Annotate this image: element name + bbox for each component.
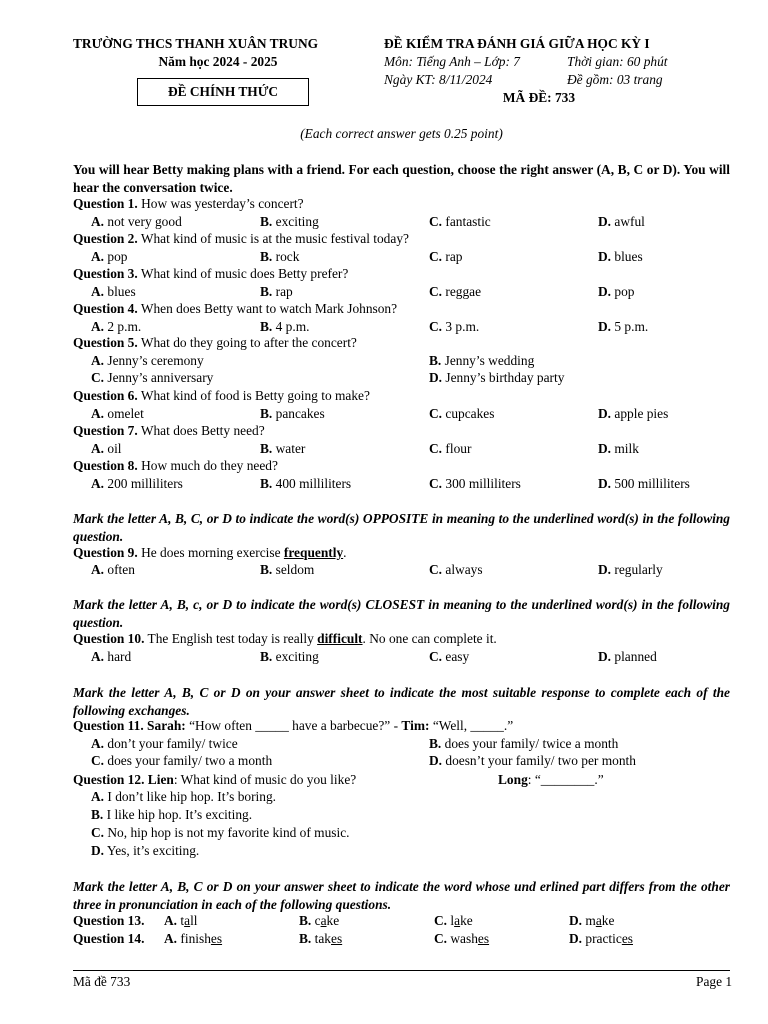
question-text-after: . [343,545,347,560]
word-part: tak [314,931,331,946]
option-text: not very good [107,213,182,229]
option-text: rap [275,283,293,299]
option-text: omelet [107,405,144,421]
option-text: I don’t like hip hop. It’s boring. [107,789,277,804]
option-letter: B. [260,562,273,577]
answer-option-d [598,248,643,266]
option-text: blues [107,283,136,299]
answer-option-b [260,475,351,493]
long-reply [498,771,604,789]
question-text: What kind of food is Betty going to make? [140,388,370,403]
answer-option-c [429,475,521,493]
option-letter: D. [429,753,443,768]
question-text: What kind of music does Betty prefer? [140,266,349,281]
answer-option-c [91,824,350,842]
option-letter: C. [429,405,443,421]
question-10 [73,630,497,648]
word-part: ke [460,913,473,928]
answer-option-b [91,806,252,824]
option-letter: A. [164,931,178,946]
option-letter: B. [260,475,273,491]
school-year: Năm học 2024 - 2025 [158,54,278,69]
word-part: t [180,913,185,928]
word-part: c [314,913,321,928]
answer-option-b [429,352,534,370]
footer-code: Mã đề 733 [73,974,131,989]
question-label: Question 5. [73,335,138,350]
answer-option-c [429,405,494,423]
question-9 [73,544,347,562]
option-text: 400 milliliters [275,475,352,491]
answer-option-a [91,318,141,336]
option-letter: D. [598,440,612,456]
question-4 [73,300,397,318]
option-text: 300 milliliters [445,475,521,491]
option-letter: B. [260,318,273,334]
underlined-part: a [454,913,461,928]
question-label: Question 4. [73,301,138,316]
word-part: wash [450,931,478,946]
question-label: Question 6. [73,388,138,403]
answer-option-d [598,440,639,458]
exam-subject: Môn: Tiếng Anh – Lớp: 7 [384,54,520,69]
option-letter: C. [429,318,443,334]
option-letter: D. [598,248,612,264]
option-text: oil [107,440,122,456]
question-7 [73,422,265,440]
question-label: Question 1. [73,196,138,211]
option-text: fantastic [445,213,491,229]
underlined-part: es [621,931,633,946]
underlined-part: es [477,931,490,946]
option-letter: A. [91,405,105,421]
option-letter: D. [91,843,105,858]
word-part: practic [585,931,622,946]
option-text: exciting [275,649,319,664]
option-text: flour [445,440,472,456]
section3-instruction: Mark the letter A, B, c, or D to indicate the word(s) CLOSEST in meaning to the underlined word(s) in the following question. [73,597,730,630]
option-text: Jenny’s birthday party [445,370,565,385]
question-2 [73,230,409,248]
answer-option-c [429,561,483,579]
footer-page: Page 1 [696,974,733,989]
word-option-a [164,912,198,930]
answer-option-b [260,248,299,266]
footer-rule [73,970,730,971]
option-text: hard [107,649,132,664]
option-letter: C. [429,213,443,229]
word-option-c [434,912,473,930]
answer-option-c [91,369,213,387]
school-name: TRƯỜNG THCS THANH XUÂN TRUNG [73,36,319,51]
exam-pages: Đề gồm: 03 trang [567,72,663,87]
exam-time: Thời gian: 60 phút [567,54,668,69]
answer-option-b [260,561,314,579]
question-text-before: He does morning exercise [141,545,284,560]
word-part: ke [326,913,340,928]
question-text-after: . No one can complete it. [362,631,497,646]
option-text: cupcakes [445,405,495,421]
option-text: always [445,562,483,577]
option-text: awful [614,213,645,229]
option-letter: B. [260,248,273,264]
answer-option-d [91,842,199,860]
option-letter: D. [429,370,443,385]
option-letter: C. [429,649,443,664]
option-letter: A. [164,913,178,928]
option-letter: C. [91,753,105,768]
option-text: Yes, it’s exciting. [106,843,200,858]
option-letter: A. [91,248,105,264]
option-text: doesn’t your family/ two per month [445,753,636,768]
underlined-part: a [184,913,191,928]
option-letter: B. [429,736,442,751]
option-text: exciting [275,213,319,229]
option-text: pop [614,283,635,299]
section4-instruction: Mark the letter A, B, C or D on your answer sheet to indicate the most suitable response to complete each of the following exchanges. [73,685,730,718]
option-text: I like hip hop. It’s exciting. [106,807,253,822]
option-letter: A. [91,318,105,334]
option-letter: D. [569,913,583,928]
answer-option-a [91,213,182,231]
underlined-word: difficult [317,631,363,646]
answer-option-a [91,440,122,458]
question-text-before: The English test today is really [147,631,318,646]
answer-option-a [91,283,136,301]
option-text: 500 milliliters [614,475,690,491]
option-letter: A. [91,649,105,664]
section2-instruction: Mark the letter A, B, C, or D to indicate the word(s) OPPOSITE in meaning to the underlined word(s) in the following question. [73,511,730,544]
official-label: ĐỀ CHÍNH THỨC [167,84,279,99]
answer-option-d [598,648,657,666]
option-text: water [275,440,306,456]
option-letter: C. [429,248,443,264]
option-letter: D. [598,283,612,299]
question-13: Question 13. [73,913,145,928]
option-text: reggae [445,283,482,299]
question-label: Question 8. [73,458,138,473]
question-3 [73,265,348,283]
lien-line: : What kind of music do you like? [173,772,357,787]
question-label: Question 7. [73,423,138,438]
answer-option-a [91,352,204,370]
speaker-lien: Lien [147,772,174,787]
option-letter: B. [429,352,442,368]
question-11 [73,717,513,735]
answer-option-d [598,213,645,231]
question-1 [73,195,304,213]
answer-option-a [91,405,144,423]
section5-instruction: Mark the letter A, B, C or D on your answer sheet to indicate the word whose und erlined part differs from the other three in pronunciation in each of the following questions. [73,879,730,912]
option-letter: A. [91,562,105,577]
option-text: No, hip hop is not my favorite kind of music. [107,825,350,840]
word-part: m [585,913,596,928]
answer-option-c [91,752,272,770]
option-letter: B. [299,931,312,946]
word-option-b [299,912,339,930]
option-letter: B. [260,283,273,299]
question-label: Question 12. [73,772,145,787]
answer-option-b [260,213,319,231]
option-letter: B. [260,440,273,456]
long-line: : “________.” [527,772,604,787]
option-text: apple pies [614,405,669,421]
option-text: milk [614,440,639,456]
underlined-word: frequently [283,545,344,560]
question-14: Question 14. [73,931,145,946]
option-letter: D. [598,213,612,229]
answer-option-d [598,318,648,336]
exam-title: ĐỀ KIỂM TRA ĐÁNH GIÁ GIỮA HỌC KỲ I [384,36,650,51]
answer-option-d [598,283,634,301]
option-text: planned [614,649,657,664]
option-letter: D. [569,931,583,946]
question-5 [73,334,357,352]
option-letter: B. [260,405,273,421]
underlined-part: a [320,913,327,928]
answer-option-c [429,648,469,666]
word-option-b [299,930,342,948]
answer-option-b [260,283,293,301]
question-text: What kind of music is at the music festival today? [140,231,409,246]
option-letter: C. [429,283,443,299]
option-letter: B. [260,649,273,664]
answer-option-b [260,318,310,336]
word-option-d [569,930,633,948]
option-text: Jenny’s wedding [444,352,535,368]
answer-option-c [429,318,479,336]
option-letter: A. [91,475,105,491]
option-letter: C. [434,931,448,946]
option-text: seldom [275,562,315,577]
underlined-part: es [210,931,223,946]
question-12 [73,771,356,789]
option-text: blues [614,248,643,264]
option-text: 4 p.m. [275,318,310,334]
option-letter: B. [260,213,273,229]
answer-option-a [91,648,131,666]
option-text: 2 p.m. [107,318,142,334]
option-letter: D. [598,475,612,491]
question-label: Question 2. [73,231,138,246]
option-letter: A. [91,283,105,299]
option-letter: C. [434,913,448,928]
speaker-sarah: Sarah: [147,718,186,733]
option-letter: D. [598,318,612,334]
answer-option-d [598,561,663,579]
option-text: don’t your family/ twice [107,736,238,751]
answer-option-b [260,405,325,423]
option-text: does your family/ twice a month [444,736,619,751]
question-text: What do they going to after the concert? [140,335,357,350]
option-letter: C. [429,562,443,577]
option-letter: D. [598,649,612,664]
question-6 [73,387,370,405]
option-letter: C. [91,825,105,840]
option-text: 5 p.m. [614,318,649,334]
option-text: 200 milliliters [107,475,183,491]
exam-code: MÃ ĐỀ: 733 [502,90,576,105]
question-text: When does Betty want to watch Mark Johnson? [140,301,398,316]
option-letter: D. [598,562,612,577]
question-text: How much do they need? [141,458,278,473]
option-letter: C. [429,440,443,456]
option-letter: C. [429,475,443,491]
question-text: What does Betty need? [140,423,265,438]
option-text: 3 p.m. [445,318,480,334]
option-letter: D. [598,405,612,421]
answer-option-c [429,283,481,301]
word-part: ll [190,913,198,928]
speaker-long: Long [498,772,528,787]
word-option-d [569,912,614,930]
answer-option-c [429,440,471,458]
option-letter: B. [91,807,104,822]
answer-option-a [91,248,127,266]
answer-option-a [91,735,238,753]
option-text: rap [445,248,463,264]
answer-option-d [598,405,668,423]
official-box [137,78,309,106]
section1-instruction: You will hear Betty making plans with a friend. For each question, choose the right answer (A, B, C or D). You will hear the conversation twice. [73,162,730,195]
exam-date: Ngày KT: 8/11/2024 [384,72,493,87]
word-part: finish [180,931,211,946]
question-label: Question 3. [73,266,138,281]
word-part: ke [601,913,615,928]
option-letter: B. [299,913,312,928]
answer-option-a [91,561,135,579]
tim-line: “Well, _____.” [432,718,514,733]
question-label: Question 10. [73,631,145,646]
answer-option-b [260,648,319,666]
answer-option-d [429,369,564,387]
answer-option-b [260,440,305,458]
option-letter: A. [91,440,105,456]
answer-option-a [91,475,183,493]
option-letter: A. [91,213,105,229]
question-label: Question 9. [73,545,138,560]
answer-option-d [598,475,690,493]
speaker-tim: Tim: [401,718,430,733]
option-letter: A. [91,352,105,368]
option-letter: A. [91,789,105,804]
underlined-part: es [331,931,343,946]
sarah-line: “How often _____ have a barbecue?” - [189,718,399,733]
option-letter: C. [91,370,105,385]
option-letter: A. [91,736,105,751]
underlined-part: a [595,913,602,928]
answer-option-a [91,788,276,806]
answer-option-b [429,735,618,753]
question-label: Question 11. [73,718,144,733]
word-option-c [434,930,489,948]
option-text: regularly [614,562,663,577]
option-text: does your family/ two a month [107,753,273,768]
answer-option-c [429,248,463,266]
word-option-a [164,930,222,948]
option-text: pop [107,248,128,264]
option-text: rock [275,248,300,264]
word-part: l [450,913,455,928]
question-text: How was yesterday’s concert? [141,196,304,211]
answer-option-d [429,752,636,770]
option-text: Jenny’s anniversary [107,370,214,385]
option-text: Jenny’s ceremony [107,352,204,368]
option-text: often [107,562,135,577]
option-text: pancakes [275,405,325,421]
question-8 [73,457,278,475]
option-text: easy [445,649,470,664]
answer-option-c [429,213,491,231]
scoring-note: (Each correct answer gets 0.25 point) [300,126,503,141]
